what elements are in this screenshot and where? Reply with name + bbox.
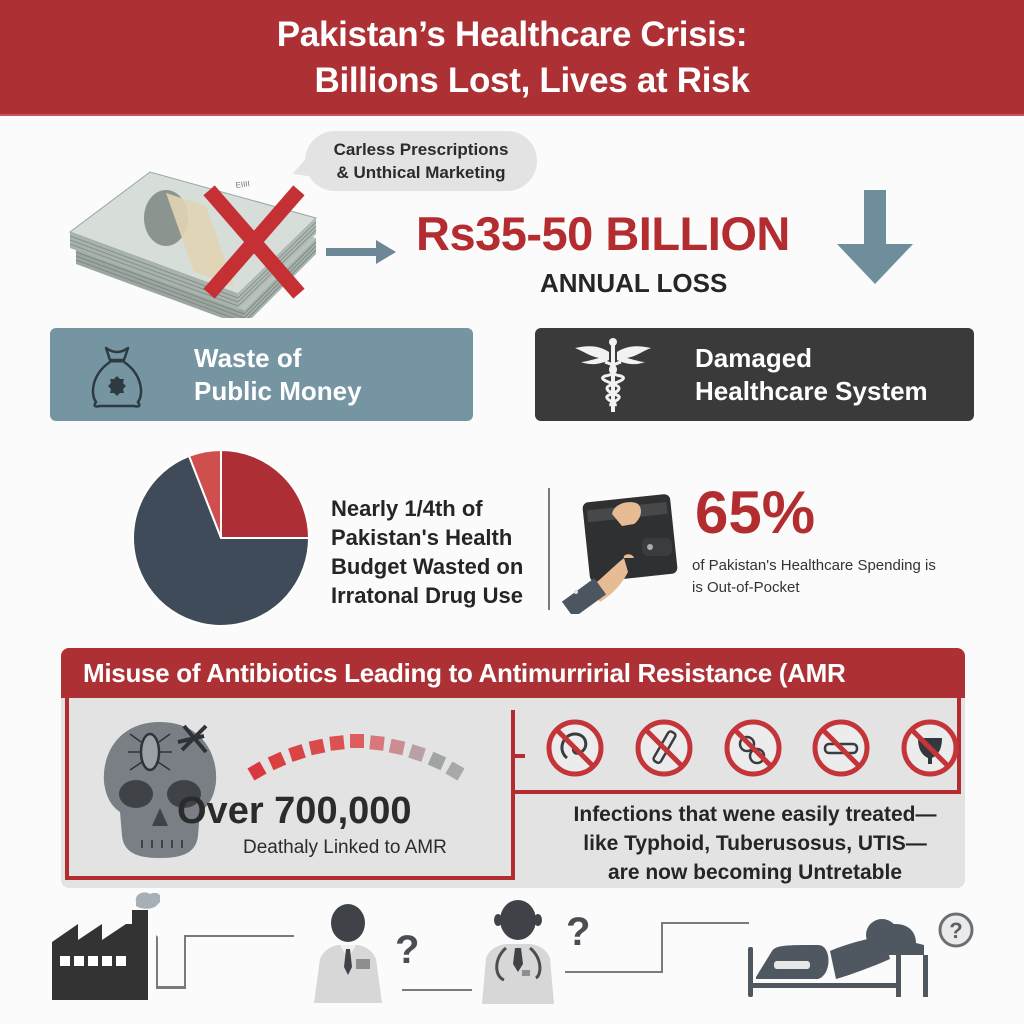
waste-box-line1: Waste of <box>194 343 302 373</box>
header-banner <box>0 0 1024 116</box>
flow-connector-2 <box>402 989 472 991</box>
infections-line: like Typhoid, Tuberusosus, UTIS— <box>583 832 927 855</box>
factory-icon <box>50 890 160 1002</box>
speech-bubble <box>305 131 537 191</box>
flow-connector-1c <box>184 935 186 989</box>
amr-title: Misuse of Antibiotics Leading to Antimurririal Resistance (AMR <box>83 658 846 688</box>
out-of-pocket-percent: 65% <box>695 479 816 546</box>
no-bacteria-icon <box>723 718 783 778</box>
page-title-line2: Billions Lost, Lives at Risk <box>314 61 750 100</box>
budget-caption-line: Nearly 1/4th of <box>331 496 483 521</box>
patient-bed-icon <box>738 915 943 997</box>
damaged-box-line2: Healthcare System <box>695 376 928 406</box>
waste-box-line2: Public Money <box>194 376 362 406</box>
money-stack-icon <box>66 148 321 318</box>
wallet-hand-icon <box>562 484 682 614</box>
flow-connector-3c <box>661 922 749 924</box>
flow-connector-3a <box>565 971 663 973</box>
infections-line: Infections that wene easily treated— <box>573 803 937 826</box>
flow-connector-1d <box>156 987 186 989</box>
waste-box-text <box>194 342 362 408</box>
no-ear-icon <box>545 718 605 778</box>
banned-icons-row <box>545 718 960 782</box>
waste-public-money-box <box>50 328 473 421</box>
amr-connector-tick <box>515 754 525 758</box>
svg-text:EIIII: EIIII <box>235 179 251 190</box>
budget-pie-chart <box>131 448 311 628</box>
amr-deaths-value: Over 700,000 <box>177 790 412 832</box>
damaged-box-text <box>695 342 928 408</box>
annual-loss-label: ANNUAL LOSS <box>540 268 728 298</box>
no-syringe-icon <box>634 718 694 778</box>
no-bladder-icon <box>900 718 960 778</box>
oop-caption-line1: of Pakistan's Healthcare Spending is <box>692 557 936 574</box>
oop-caption-line2: is Out-of-Pocket <box>692 579 800 596</box>
infections-line: are now becoming Untretable <box>607 861 903 884</box>
flow-connector-1 <box>156 935 186 988</box>
arrow-down-icon <box>837 190 913 286</box>
doctor-icon <box>306 903 390 1003</box>
money-bag-icon <box>88 344 146 410</box>
flow-connector-3b <box>661 922 663 973</box>
damaged-healthcare-box <box>535 328 974 421</box>
budget-caption-line: Pakistan's Health <box>331 525 513 550</box>
flow-connector-1b <box>184 935 294 937</box>
arrow-right-icon <box>326 238 396 266</box>
out-of-pocket-caption <box>692 555 936 599</box>
budget-waste-caption <box>331 494 523 610</box>
no-pill-icon <box>811 718 871 778</box>
question-mark-icon: ? <box>395 928 420 972</box>
question-bubble-icon <box>938 912 974 948</box>
amr-deaths-label: Deathaly Linked to AMR <box>243 837 447 858</box>
skull-bacteria-icon <box>100 712 220 862</box>
amr-header <box>61 648 965 698</box>
bubble-line2: & Unthical Marketing <box>336 163 506 182</box>
vertical-divider <box>548 488 550 610</box>
caduceus-icon <box>575 336 651 414</box>
question-mark-icon: ? <box>566 910 591 954</box>
gauge-meter-icon <box>244 728 464 788</box>
svg-text:?: ? <box>949 918 963 943</box>
budget-caption-line: Irratonal Drug Use <box>331 583 523 608</box>
bubble-line1: Carless Prescriptions <box>333 140 509 159</box>
annual-loss-amount: Rs35-50 BILLION <box>416 207 790 260</box>
infections-text <box>548 800 962 887</box>
page-title-line1: Pakistan’s Healthcare Crisis: <box>276 15 748 54</box>
budget-caption-line: Budget Wasted on <box>331 554 524 579</box>
doctor-stethoscope-icon <box>478 898 558 1004</box>
damaged-box-line1: Damaged <box>695 343 813 373</box>
